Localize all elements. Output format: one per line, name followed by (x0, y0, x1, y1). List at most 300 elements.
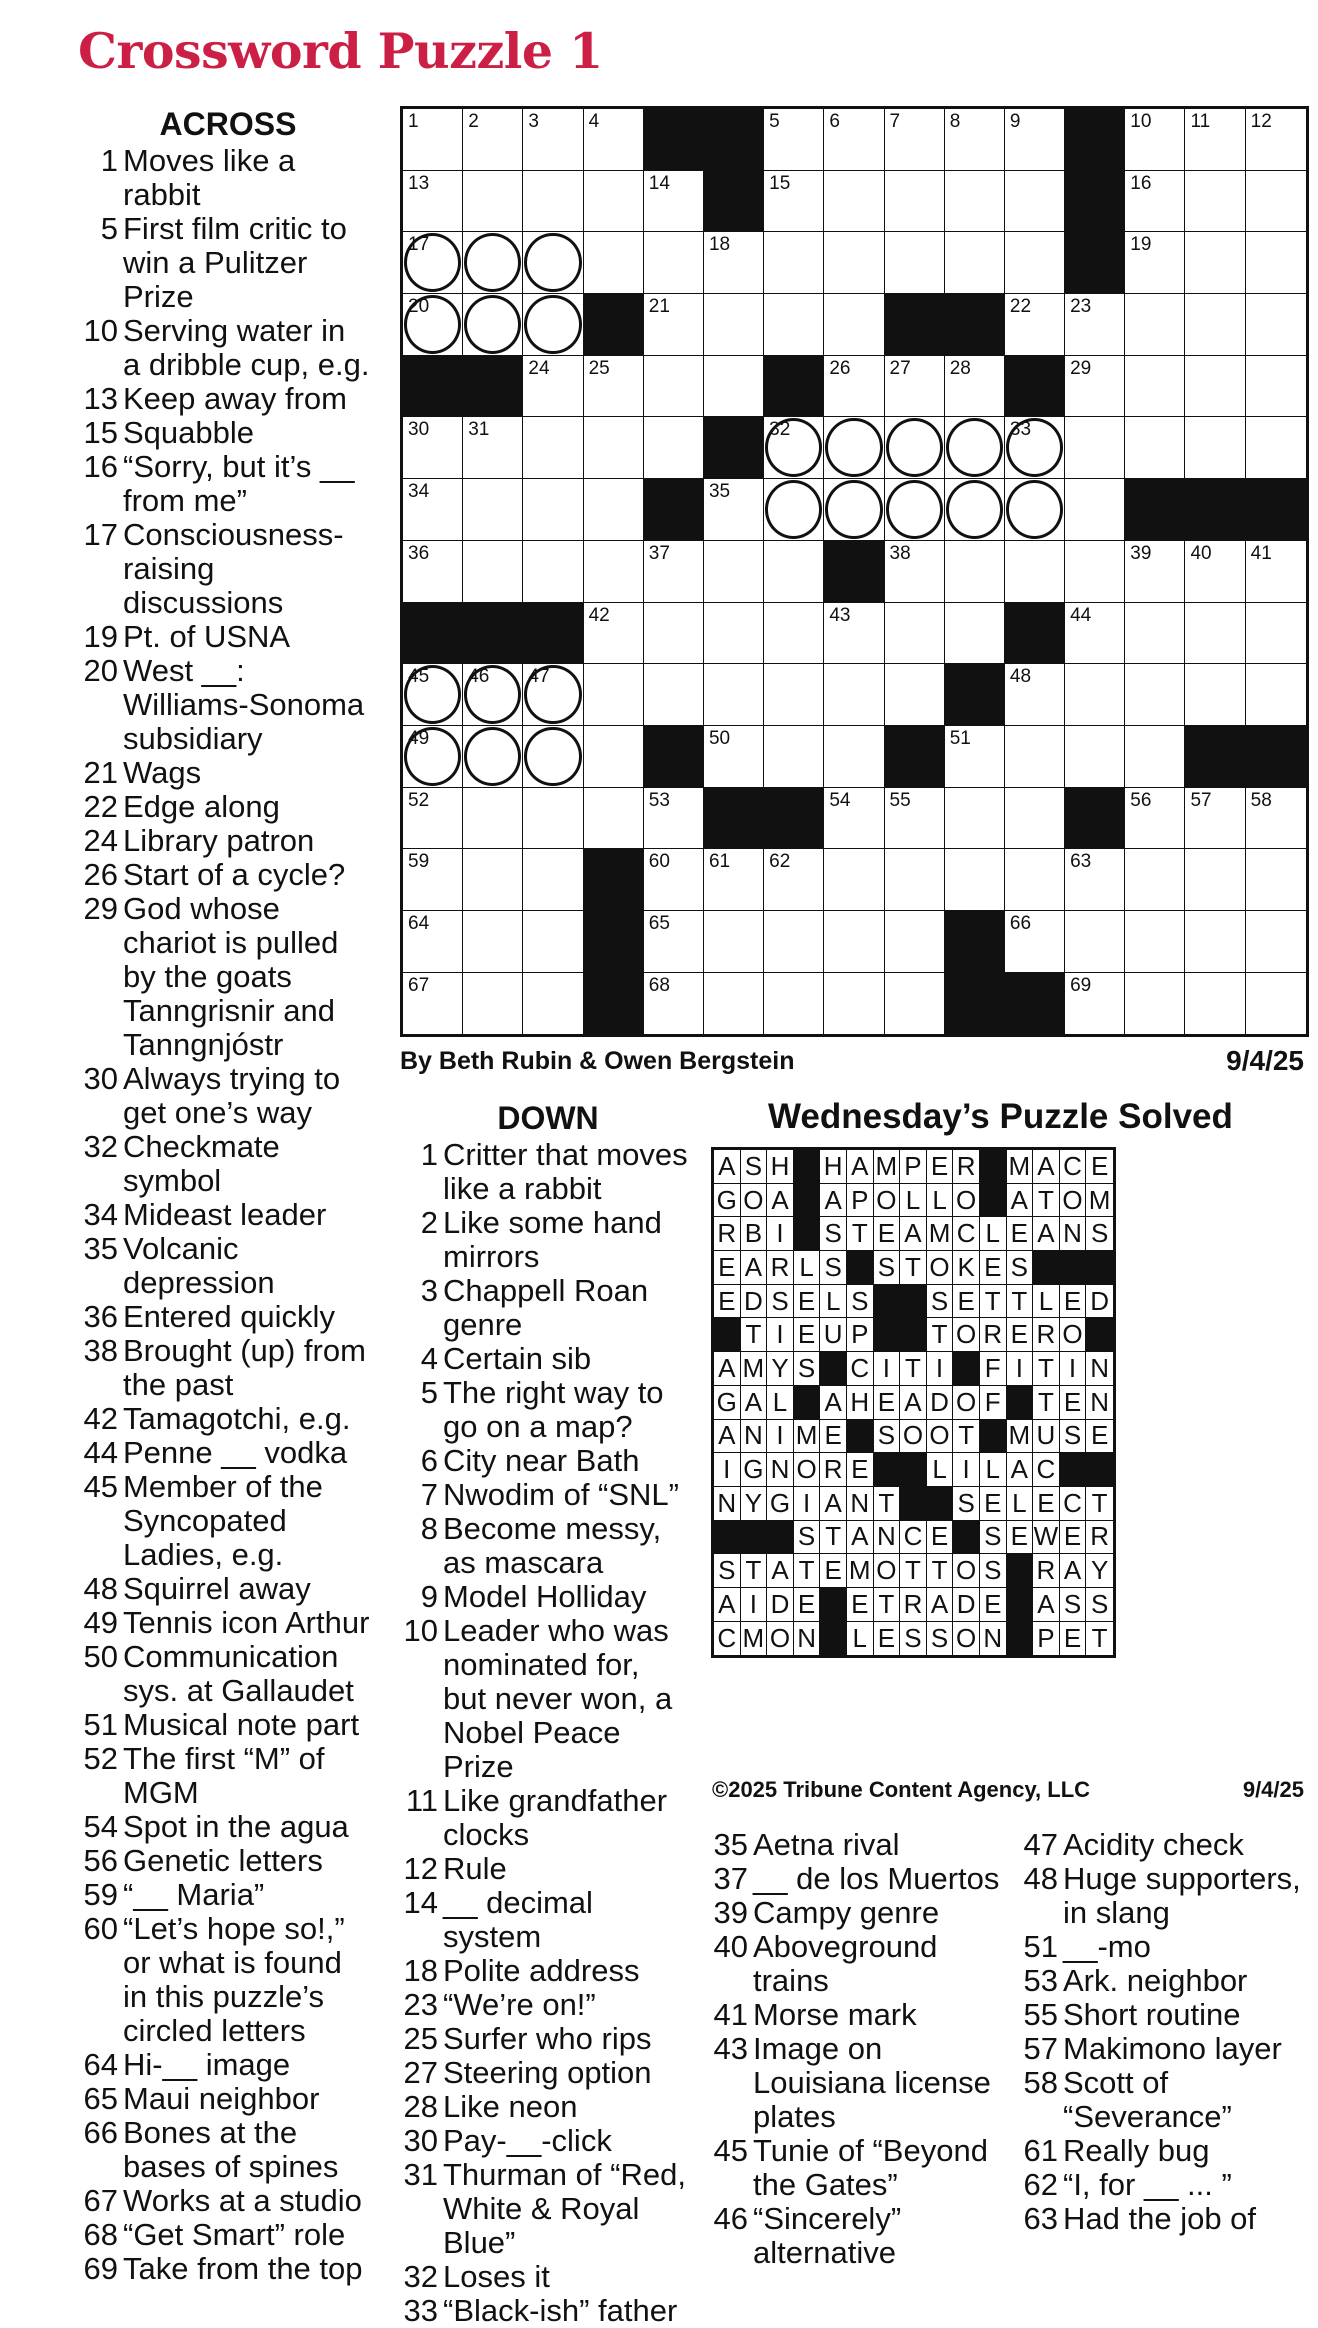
black-square (885, 726, 945, 788)
puzzle-cell[interactable] (1005, 417, 1065, 479)
puzzle-cell[interactable] (945, 788, 1005, 850)
puzzle-cell[interactable] (523, 664, 583, 726)
clue-down-6 (398, 1444, 688, 1478)
puzzle-cell[interactable] (523, 232, 583, 294)
solved-cell (980, 1554, 1007, 1588)
puzzle-cell[interactable] (885, 479, 945, 541)
solved-cell (767, 1318, 794, 1352)
puzzle-cell[interactable] (584, 417, 644, 479)
black-square (584, 849, 644, 911)
puzzle-cell[interactable] (584, 788, 644, 850)
puzzle-cell[interactable] (885, 109, 945, 171)
puzzle-cell[interactable] (644, 232, 704, 294)
puzzle-cell[interactable] (1065, 726, 1125, 788)
solved-black-square (1007, 1386, 1034, 1420)
puzzle-cell[interactable] (764, 171, 824, 233)
solved-black-square (794, 1217, 821, 1251)
solved-letter: Y (744, 1487, 763, 1518)
puzzle-cell[interactable] (403, 726, 463, 788)
puzzle-cell[interactable] (885, 541, 945, 603)
puzzle-cell[interactable] (1246, 973, 1306, 1035)
solved-cell (847, 1622, 874, 1656)
clue-number: 7 (420, 1477, 438, 1512)
puzzle-cell[interactable] (885, 849, 945, 911)
puzzle-cell[interactable] (403, 479, 463, 541)
solved-letter: T (745, 1555, 762, 1586)
solved-cell (741, 1386, 768, 1420)
solved-cell (820, 1150, 847, 1184)
puzzle-cell[interactable] (1125, 664, 1185, 726)
puzzle-cell[interactable] (644, 171, 704, 233)
solved-cell (927, 1521, 954, 1555)
puzzle-cell[interactable] (1246, 294, 1306, 356)
puzzle-cell[interactable] (824, 849, 884, 911)
puzzle-cell[interactable] (764, 479, 824, 541)
clue-number: 30 (403, 2123, 438, 2158)
puzzle-cell[interactable] (1065, 911, 1125, 973)
black-square (1065, 171, 1125, 233)
circle-marker (464, 295, 521, 354)
puzzle-cell[interactable] (463, 849, 523, 911)
puzzle-cell[interactable] (764, 417, 824, 479)
puzzle-cell[interactable] (1065, 417, 1125, 479)
solved-letter: I (776, 1319, 784, 1350)
puzzle-cell[interactable] (1185, 294, 1245, 356)
puzzle-cell[interactable] (704, 603, 764, 665)
clue-across-15 (66, 416, 370, 450)
puzzle-cell[interactable] (1065, 356, 1125, 418)
puzzle-cell[interactable] (644, 294, 704, 356)
clue-text: Take from the top (123, 2251, 363, 2286)
puzzle-cell[interactable] (403, 788, 463, 850)
solved-letter: L (1012, 1487, 1027, 1518)
solved-cell (714, 1285, 741, 1319)
puzzle-cell[interactable] (1246, 911, 1306, 973)
puzzle-cell[interactable] (403, 109, 463, 171)
puzzle-cell[interactable] (1125, 911, 1185, 973)
puzzle-cell[interactable] (644, 849, 704, 911)
puzzle-cell[interactable] (1065, 479, 1125, 541)
puzzle-cell[interactable] (1246, 171, 1306, 233)
solved-letter: S (851, 1285, 869, 1316)
puzzle-cell[interactable] (1005, 232, 1065, 294)
puzzle-cell[interactable] (1185, 603, 1245, 665)
puzzle-cell[interactable] (704, 232, 764, 294)
solved-letter: A (851, 1521, 869, 1552)
clue-text: Library patron (123, 823, 315, 858)
puzzle-cell[interactable] (945, 726, 1005, 788)
solved-letter: P (851, 1319, 869, 1350)
puzzle-cell[interactable] (1125, 109, 1185, 171)
clue-number: 15 (83, 415, 118, 450)
puzzle-cell[interactable] (764, 294, 824, 356)
puzzle-cell[interactable] (885, 171, 945, 233)
puzzle-cell[interactable] (764, 849, 824, 911)
clue-number: 42 (83, 1401, 118, 1436)
puzzle-cell[interactable] (1185, 417, 1245, 479)
solved-letter: E (877, 1622, 896, 1653)
black-square (1005, 973, 1065, 1035)
puzzle-cell[interactable] (824, 294, 884, 356)
puzzle-cell[interactable] (584, 603, 644, 665)
puzzle-cell[interactable] (704, 849, 764, 911)
puzzle-cell[interactable] (403, 849, 463, 911)
solved-letter: M (795, 1420, 818, 1451)
puzzle-cell[interactable] (945, 417, 1005, 479)
puzzle-cell[interactable] (1125, 603, 1185, 665)
puzzle-cell[interactable] (885, 356, 945, 418)
puzzle-cell[interactable] (523, 788, 583, 850)
puzzle-cell[interactable] (704, 973, 764, 1035)
puzzle-cell[interactable] (1185, 664, 1245, 726)
puzzle-cell[interactable] (945, 356, 1005, 418)
puzzle-cell[interactable] (523, 911, 583, 973)
puzzle-cell[interactable] (1185, 973, 1245, 1035)
solved-letter: S (718, 1555, 736, 1586)
puzzle-cell[interactable] (463, 417, 523, 479)
puzzle-cell[interactable] (523, 541, 583, 603)
puzzle-cell[interactable] (523, 849, 583, 911)
clue-text: Critter that moves like a rabbit (443, 1137, 688, 1206)
solved-cell (927, 1217, 954, 1251)
puzzle-cell[interactable] (945, 541, 1005, 603)
solved-letter: L (772, 1386, 788, 1417)
solved-letter: S (1063, 1588, 1082, 1619)
puzzle-cell[interactable] (403, 911, 463, 973)
solved-cell (741, 1453, 768, 1487)
puzzle-cell[interactable] (1005, 109, 1065, 171)
solved-cell (794, 1554, 821, 1588)
puzzle-cell[interactable] (1005, 911, 1065, 973)
clue-across-68 (66, 2218, 370, 2252)
puzzle-cell[interactable] (945, 849, 1005, 911)
solved-cell (900, 1420, 927, 1454)
solved-cell (794, 1251, 821, 1285)
clue-across-20 (66, 654, 370, 756)
puzzle-cell[interactable] (1246, 417, 1306, 479)
solved-cell (953, 1184, 980, 1218)
solved-cell (794, 1588, 821, 1622)
puzzle-cell[interactable] (1005, 726, 1065, 788)
clue-text: Consciousness-raising discussions (123, 517, 344, 620)
puzzle-cell[interactable] (463, 479, 523, 541)
puzzle-cell[interactable] (523, 417, 583, 479)
puzzle-cell[interactable] (704, 294, 764, 356)
solved-cell (714, 1622, 741, 1656)
puzzle-cell[interactable] (463, 232, 523, 294)
puzzle-cell[interactable] (764, 911, 824, 973)
solved-cell (1086, 1352, 1113, 1386)
puzzle-cell[interactable] (463, 664, 523, 726)
solved-cell (874, 1352, 901, 1386)
solved-letter: T (745, 1319, 762, 1350)
clue-down-32 (398, 2260, 688, 2294)
puzzle-cell[interactable] (1125, 294, 1185, 356)
puzzle-cell[interactable] (1125, 417, 1185, 479)
puzzle-cell[interactable] (704, 479, 764, 541)
puzzle-cell[interactable] (1246, 603, 1306, 665)
puzzle-cell[interactable] (764, 726, 824, 788)
puzzle-cell[interactable] (1185, 356, 1245, 418)
clue-down-18 (398, 1954, 688, 1988)
puzzle-cell[interactable] (463, 294, 523, 356)
puzzle-cell[interactable] (1065, 664, 1125, 726)
solved-cell (1086, 1622, 1113, 1656)
puzzle-cell[interactable] (1246, 356, 1306, 418)
solved-cell (1007, 1453, 1034, 1487)
puzzle-cell[interactable] (1005, 294, 1065, 356)
puzzle-cell[interactable] (945, 232, 1005, 294)
puzzle-cell[interactable] (584, 356, 644, 418)
puzzle-cell[interactable] (1065, 849, 1125, 911)
puzzle-cell[interactable] (885, 973, 945, 1035)
puzzle-cell[interactable] (644, 603, 704, 665)
clue-number: 5 (100, 211, 118, 246)
puzzle-cell[interactable] (1005, 171, 1065, 233)
solved-letter: A (904, 1218, 922, 1249)
puzzle-cell[interactable] (584, 171, 644, 233)
solved-cell (980, 1521, 1007, 1555)
puzzle-cell[interactable] (1005, 788, 1065, 850)
solved-cell (714, 1487, 741, 1521)
puzzle-cell[interactable] (885, 911, 945, 973)
puzzle-cell[interactable] (1246, 849, 1306, 911)
cell-number: 54 (829, 789, 851, 811)
solved-letter: T (905, 1555, 921, 1586)
puzzle-cell[interactable] (1065, 541, 1125, 603)
puzzle-cell[interactable] (764, 603, 824, 665)
puzzle-cell[interactable] (1185, 541, 1245, 603)
puzzle-cell[interactable] (1005, 849, 1065, 911)
puzzle-cell[interactable] (764, 232, 824, 294)
puzzle-cell[interactable] (523, 479, 583, 541)
solved-cell (953, 1285, 980, 1319)
puzzle-cell[interactable] (403, 294, 463, 356)
puzzle-cell[interactable] (1125, 356, 1185, 418)
solved-cell (847, 1352, 874, 1386)
puzzle-cell[interactable] (463, 911, 523, 973)
solved-letter: E (1037, 1487, 1055, 1518)
solved-letter: Y (771, 1352, 789, 1383)
solved-black-square (794, 1386, 821, 1420)
puzzle-cell[interactable] (1125, 726, 1185, 788)
clue-text: City near Bath (443, 1443, 640, 1478)
solved-letter: B (744, 1218, 763, 1249)
puzzle-cell[interactable] (644, 788, 704, 850)
puzzle-cell[interactable] (885, 664, 945, 726)
puzzle-cell[interactable] (463, 788, 523, 850)
puzzle-cell[interactable] (463, 541, 523, 603)
puzzle-cell[interactable] (824, 356, 884, 418)
puzzle-cell[interactable] (1246, 232, 1306, 294)
puzzle-cell[interactable] (403, 232, 463, 294)
puzzle-cell[interactable] (644, 417, 704, 479)
puzzle-cell[interactable] (644, 356, 704, 418)
puzzle-cell[interactable] (644, 911, 704, 973)
clue-down-35 (708, 1828, 1008, 1862)
puzzle-cell[interactable] (1185, 911, 1245, 973)
clue-down-10 (398, 1614, 688, 1784)
clue-across-21 (66, 756, 370, 790)
puzzle-cell[interactable] (1125, 232, 1185, 294)
clue-number: 10 (83, 313, 118, 348)
puzzle-cell[interactable] (945, 109, 1005, 171)
puzzle-cell[interactable] (403, 664, 463, 726)
puzzle-cell[interactable] (523, 294, 583, 356)
puzzle-cell[interactable] (1065, 603, 1125, 665)
puzzle-cell[interactable] (885, 417, 945, 479)
solved-letter: T (905, 1352, 921, 1383)
puzzle-cell[interactable] (523, 726, 583, 788)
puzzle-cell[interactable] (523, 356, 583, 418)
puzzle-cell[interactable] (824, 603, 884, 665)
puzzle-cell[interactable] (824, 232, 884, 294)
cell-number: 7 (889, 111, 901, 132)
puzzle-cell[interactable] (945, 479, 1005, 541)
puzzle-cell[interactable] (1246, 788, 1306, 850)
puzzle-cell[interactable] (403, 541, 463, 603)
clue-number: 58 (1023, 2065, 1058, 2100)
crossword-grid (400, 106, 1309, 1037)
clue-down-41 (708, 1998, 1008, 2032)
black-square (1065, 109, 1125, 171)
solved-cell (1033, 1453, 1060, 1487)
puzzle-cell[interactable] (1246, 541, 1306, 603)
puzzle-cell[interactable] (644, 541, 704, 603)
solved-cell (1033, 1352, 1060, 1386)
puzzle-cell[interactable] (704, 541, 764, 603)
puzzle-cell[interactable] (584, 664, 644, 726)
clue-text: Edge along (123, 789, 280, 824)
puzzle-cell[interactable] (824, 479, 884, 541)
puzzle-cell[interactable] (824, 911, 884, 973)
puzzle-cell[interactable] (1005, 541, 1065, 603)
clue-text: __-mo (1063, 1929, 1151, 1964)
puzzle-cell[interactable] (403, 973, 463, 1035)
puzzle-cell[interactable] (824, 417, 884, 479)
puzzle-cell[interactable] (704, 356, 764, 418)
puzzle-cell[interactable] (463, 973, 523, 1035)
clue-text: Penne __ vodka (123, 1435, 348, 1470)
clue-down-47 (1018, 1828, 1318, 1862)
solved-letter: O (743, 1184, 764, 1215)
puzzle-cell[interactable] (945, 603, 1005, 665)
solved-cell (874, 1554, 901, 1588)
solved-letter: C (1036, 1454, 1056, 1485)
puzzle-cell[interactable] (704, 664, 764, 726)
solved-letter: E (877, 1218, 896, 1249)
clue-number: 45 (713, 2133, 748, 2168)
puzzle-cell[interactable] (523, 171, 583, 233)
puzzle-cell[interactable] (1185, 788, 1245, 850)
circle-marker (524, 727, 581, 786)
puzzle-cell[interactable] (644, 664, 704, 726)
black-square (1246, 479, 1306, 541)
puzzle-cell[interactable] (1246, 109, 1306, 171)
solved-cell (820, 1521, 847, 1555)
puzzle-cell[interactable] (945, 171, 1005, 233)
clue-number: 55 (1023, 1997, 1058, 2032)
cell-number: 36 (408, 542, 430, 564)
puzzle-cell[interactable] (1185, 232, 1245, 294)
puzzle-cell[interactable] (764, 541, 824, 603)
puzzle-cell[interactable] (764, 973, 824, 1035)
solved-cell (1060, 1420, 1087, 1454)
puzzle-cell[interactable] (1125, 541, 1185, 603)
solved-letter: I (1015, 1352, 1023, 1383)
puzzle-cell[interactable] (463, 171, 523, 233)
puzzle-cell[interactable] (523, 109, 583, 171)
puzzle-cell[interactable] (584, 726, 644, 788)
clue-down-45 (708, 2134, 1008, 2202)
puzzle-cell[interactable] (1185, 171, 1245, 233)
puzzle-cell[interactable] (1005, 664, 1065, 726)
puzzle-cell[interactable] (764, 109, 824, 171)
puzzle-cell[interactable] (403, 171, 463, 233)
solved-letter: I (1068, 1352, 1077, 1383)
puzzle-cell[interactable] (584, 479, 644, 541)
solved-cell (927, 1251, 954, 1285)
cell-number: 27 (889, 357, 911, 379)
puzzle-cell[interactable] (584, 109, 644, 171)
puzzle-cell[interactable] (824, 788, 884, 850)
puzzle-cell[interactable] (885, 232, 945, 294)
puzzle-cell[interactable] (1065, 294, 1125, 356)
cell-number: 48 (1009, 666, 1032, 688)
solved-letter: O (929, 1251, 950, 1282)
puzzle-cell[interactable] (824, 109, 884, 171)
black-square (945, 664, 1005, 726)
clue-across-48 (66, 1572, 370, 1606)
puzzle-cell[interactable] (824, 171, 884, 233)
clue-across-51 (66, 1708, 370, 1742)
clue-number: 4 (420, 1341, 438, 1376)
circle-marker (946, 480, 1003, 539)
puzzle-cell[interactable] (1005, 479, 1065, 541)
puzzle-cell[interactable] (584, 232, 644, 294)
puzzle-cell[interactable] (704, 911, 764, 973)
puzzle-cell[interactable] (824, 973, 884, 1035)
puzzle-cell[interactable] (644, 973, 704, 1035)
puzzle-cell[interactable] (885, 788, 945, 850)
solved-letter: I (723, 1454, 731, 1485)
cell-number: 35 (708, 481, 731, 503)
puzzle-cell[interactable] (523, 973, 583, 1035)
puzzle-cell[interactable] (885, 603, 945, 665)
puzzle-cell[interactable] (1125, 171, 1185, 233)
puzzle-cell[interactable] (1125, 973, 1185, 1035)
puzzle-cell[interactable] (463, 726, 523, 788)
puzzle-cell[interactable] (403, 417, 463, 479)
puzzle-cell[interactable] (1185, 849, 1245, 911)
puzzle-cell[interactable] (764, 664, 824, 726)
puzzle-cell[interactable] (1065, 973, 1125, 1035)
puzzle-cell[interactable] (1246, 664, 1306, 726)
puzzle-cell[interactable] (1125, 849, 1185, 911)
puzzle-cell[interactable] (463, 109, 523, 171)
cell-number: 15 (769, 172, 791, 194)
page-title: Crossword Puzzle 1 (78, 22, 603, 80)
puzzle-cell[interactable] (1185, 109, 1245, 171)
cell-number: 66 (1009, 912, 1032, 934)
puzzle-cell[interactable] (824, 664, 884, 726)
puzzle-cell[interactable] (704, 726, 764, 788)
cell-number: 52 (408, 789, 430, 811)
puzzle-cell[interactable] (1125, 788, 1185, 850)
puzzle-cell[interactable] (584, 541, 644, 603)
puzzle-cell[interactable] (824, 726, 884, 788)
clue-across-17 (66, 518, 370, 620)
